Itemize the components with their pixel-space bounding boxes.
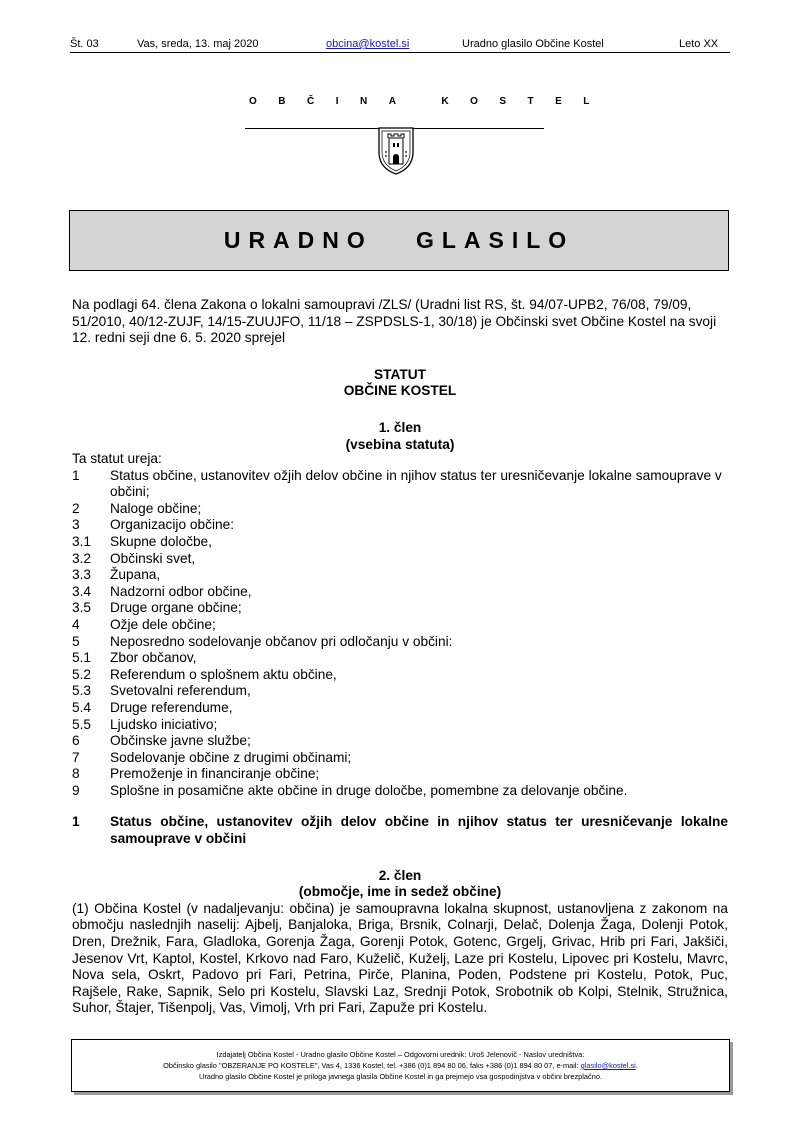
item-number: 5.2 (72, 666, 92, 682)
list-item (72, 551, 728, 568)
item-text: Druge referendume, (110, 699, 233, 715)
list-item (72, 600, 728, 617)
preamble-text: Na podlagi 64. člena Zakona o lokalni samoupravi /ZLS/ (Uradni list RS, št. 94/07-UPB2, 76/08, 79/09, 51/2010, 40/12-ZUJF, 14/15-ZUUJFO, 11/18 – ZSPDSLS-1, 30/18) je Občinski svet Občine Kostel na svoji 12. redni seji dne 6. 5. 2020 sprejel (72, 297, 717, 346)
email-link[interactable]: obcina@kostel.si (326, 38, 410, 50)
footer-address: Občinsko glasilo "OBZERANJE PO KOSTELE", Vas 4, 1336 Kostel, tel. +386 (0)1 894 80 06, faks +386 (0)1 894 80 07, e-mail: (163, 1061, 581, 1070)
section-number: 1 (72, 814, 80, 830)
list-item (72, 766, 728, 783)
publication-name: Uradno glasilo Občine Kostel (462, 38, 604, 50)
page-header (70, 37, 730, 53)
document-title: URADNO GLASILO (223, 227, 575, 253)
header-rule (70, 52, 730, 53)
statute-heading: STATUT (374, 366, 426, 382)
footer-line-1: Izdajatelj Občina Kostel - Uradno glasilo Občine Kostel – Odgovorni urednik: Uroš Jelenovič - Naslov uredništva: (216, 1050, 585, 1059)
footer-line-3: Uradno glasilo Občine Kostel je priloga javnega glasila Občine Kostel in ga prejmejo vsa gospodinjstva v občini brezplačno. (198, 1072, 603, 1081)
issue-date: Vas, sreda, 13. maj 2020 (137, 38, 259, 50)
item-number: 5 (72, 633, 80, 649)
item-number: 5.3 (72, 683, 92, 699)
item-number: 6 (72, 733, 80, 749)
list-item (72, 567, 728, 584)
item-text: Ožje dele občine; (110, 616, 216, 632)
list-item (72, 617, 728, 634)
item-number: 8 (72, 766, 80, 782)
list-item (72, 468, 728, 501)
item-number: 3.1 (72, 533, 92, 549)
list-item (72, 501, 728, 518)
list-item (72, 683, 728, 700)
list-item (72, 700, 728, 717)
item-number: 1 (72, 467, 80, 483)
list-item (72, 667, 728, 684)
article-1-number: 1. člen (378, 419, 422, 435)
item-text: Organizacijo občine: (110, 517, 235, 533)
preamble (72, 297, 728, 453)
list-item (72, 634, 728, 651)
document-title-box (69, 210, 729, 271)
item-number: 3.5 (72, 600, 92, 616)
item-number: 5.1 (72, 650, 92, 666)
article-2-subtitle: (območje, ime in sedež občine) (298, 884, 502, 900)
item-text: Naloge občine; (110, 500, 202, 516)
list-item (72, 517, 728, 534)
article-1-subtitle: (vsebina statuta) (345, 436, 455, 452)
item-text: Občinske javne službe; (110, 733, 251, 749)
item-text: Zbor občanov, (110, 650, 197, 666)
article-2-text: (1) Občina Kostel (v nadaljevanju: občina) je samoupravna lokalna skupnost, ustanovljena z zakonom na območju naslednjih naselij: Ajbelj, Banjaloka, Briga, Brsnik, Colnarji, Delač, Dolenja Žaga, Dolenji Potok, Dren, Drežnik, Fara, Gladloka, Gorenja Žaga, Gorenji Potok, Gotenc, Grgelj, Grivac, Hrib pri Fari, Jakšiči, Jesenov Vrt, Kaptol, Kostel, Krkovo nad Faro, Kuželič, Kuželj, Laze pri Kostelu, Lipovec pri Kostelu, Mavrc, Nova sela, Oskrt, Padovo pri Fari, Petrina, Pirče, Planina, Poden, Podstene pri Kostelu, Potok, Puc, Rajšele, Rake, Sapnik, Selo pri Kostelu, Slavski Laz, Srednji Potok, Srobotnik ob Kolpi, Stelnik, Stružnica, Suhor, Štajer, Tišenpolj, Vas, Vimolj, Vrh pri Fari, Zapuže pri Kostelu. (72, 900, 728, 1016)
coat-of-arms-icon (365, 126, 427, 181)
list-item (72, 650, 728, 667)
item-number: 4 (72, 616, 80, 632)
item-text: Skupne določbe, (110, 533, 212, 549)
item-text: Status občine, ustanovitev ožjih delov občine in njihov status ter uresničevanje lokalne samouprave v občini; (110, 467, 722, 500)
footer-line-2 (72, 1060, 729, 1071)
item-text: Župana, (110, 567, 161, 583)
item-number: 3.3 (72, 567, 92, 583)
item-text: Sodelovanje občine z drugimi občinami; (110, 749, 352, 765)
article-1-lead: Ta statut ureja: (72, 451, 162, 466)
item-text: Občinski svet, (110, 550, 196, 566)
item-number: 5.5 (72, 716, 92, 732)
section-title: Status občine, ustanovitev ožjih delov občine in njihov status ter uresničevanje lokalne samouprave v občini (110, 814, 728, 847)
item-number: 9 (72, 782, 80, 798)
item-text: Referendum o splošnem aktu občine, (110, 666, 337, 682)
list-item (72, 534, 728, 551)
item-number: 5.4 (72, 699, 92, 715)
article-2-number: 2. člen (378, 867, 422, 883)
publisher-footer (71, 1039, 730, 1092)
list-item (72, 733, 728, 750)
statute-subheading: OBČINE KOSTEL (343, 383, 457, 399)
municipality-masthead: OBČINA KOSTEL (249, 96, 611, 107)
item-text: Splošne in posamične akte občine in druge določbe, pomembne za delovanje občine. (110, 782, 628, 798)
list-item (72, 750, 728, 767)
footer-email-link[interactable]: glasilo@kostel.si (580, 1061, 636, 1070)
item-number: 7 (72, 749, 80, 765)
item-number: 2 (72, 500, 80, 516)
item-text: Nadzorni odbor občine, (110, 583, 252, 599)
item-text: Druge organe občine; (110, 600, 242, 616)
item-text: Ljudsko iniciativo; (110, 716, 218, 732)
item-number: 3.2 (72, 550, 92, 566)
list-item (72, 584, 728, 601)
list-item (72, 717, 728, 734)
footer-period: . (635, 1061, 638, 1070)
item-text: Svetovalni referendum, (110, 683, 251, 699)
item-text: Premoženje in financiranje občine; (110, 766, 320, 782)
list-item (72, 783, 728, 800)
item-number: 3.4 (72, 583, 92, 599)
volume-year: Leto XX (679, 38, 719, 50)
item-text: Neposredno sodelovanje občanov pri odločanju v občini: (110, 633, 453, 649)
item-number: 3 (72, 517, 80, 533)
statute-contents (72, 451, 728, 1017)
section-1-heading (72, 814, 728, 847)
issue-number: Št. 03 (70, 38, 99, 50)
